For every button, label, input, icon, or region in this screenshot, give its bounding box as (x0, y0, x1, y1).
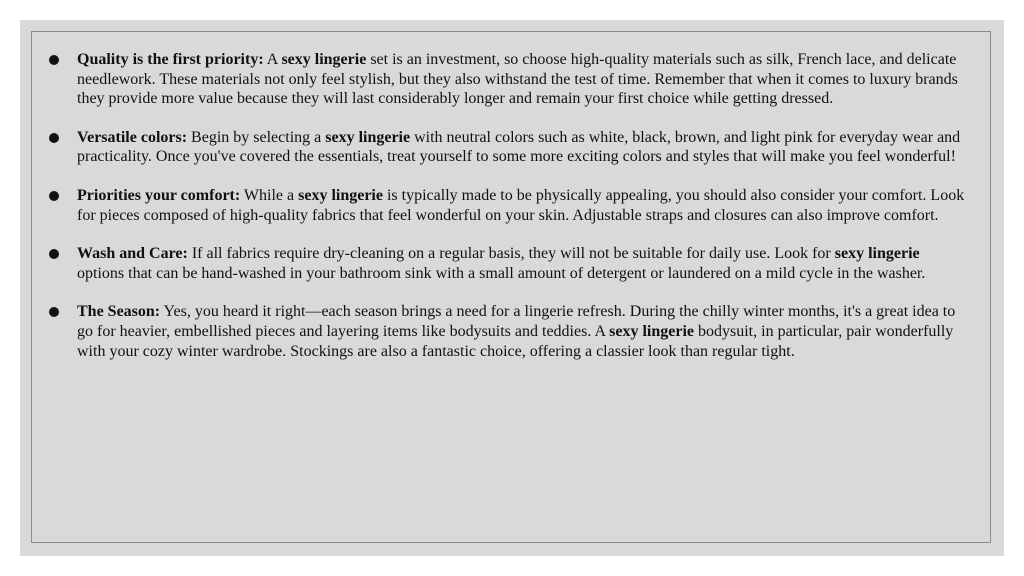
bullet-item (77, 186, 967, 225)
bullet-text: If all fabrics require dry-cleaning on a regular basis, they will not be suitable for daily use. Look for (187, 245, 835, 263)
keyword-emphasis: sexy lingerie (281, 51, 367, 68)
bullet-heading: Priorities your comfort: (77, 186, 241, 204)
keyword-emphasis: sexy lingerie (834, 245, 920, 263)
bullet-heading: Wash and Care: (77, 245, 188, 263)
bullet-list (77, 50, 967, 380)
bullet-heading: Versatile colors: (77, 128, 188, 146)
bullet-text: is typically made to be physically appealing, you should also consider your comfort. Look for pieces composed of high-quality fabrics that feel wonderful on your skin. Adjustable straps and closures can also improve comfort. (77, 186, 965, 224)
slide (20, 20, 1004, 556)
bullet-text: A (263, 51, 282, 68)
keyword-emphasis: sexy lingerie (298, 186, 383, 204)
bullet-text: While a (240, 186, 299, 204)
bullet-heading: The Season: (77, 303, 161, 321)
bullet-text: Yes, you heard it right—each season brings a need for a lingerie refresh. During the chilly winter months, it's a great idea to go for heavier, embellished pieces and layering items like bodysuits and teddies. A (77, 303, 956, 340)
bullet-dot-icon (49, 191, 59, 201)
bullet-dot-icon (49, 55, 59, 65)
bullet-text: options that can be hand-washed in your bathroom sink with a small amount of detergent or laundered on a mild cycle in the washer. (77, 264, 926, 282)
bullet-item (77, 50, 967, 109)
bullet-text: set is an investment, so choose high-quality materials such as silk, French lace, and delicate needlework. These materials not only feel stylish, but they also withstand the test of time. Remember that when it comes to luxury brands they provide more value because they will last considerably longer and remain your first choice while getting dressed. (77, 51, 958, 108)
bullet-dot-icon (49, 133, 59, 143)
bullet-item (77, 128, 967, 167)
bullet-text: with neutral colors such as white, black, brown, and light pink for everyday wear and practicality. Once you've covered the essentials, treat yourself to some more exciting colors and styles that will make you feel wonderful! (77, 128, 961, 166)
keyword-emphasis: sexy lingerie (609, 322, 694, 340)
keyword-emphasis: sexy lingerie (325, 128, 411, 146)
bullet-text: bodysuit, in particular, pair wonderfully with your cozy winter wardrobe. Stockings are also a fantastic choice, offering a classier look than regular tight. (77, 322, 954, 360)
bullet-text: Begin by selecting a (187, 128, 326, 146)
bullet-item (77, 244, 967, 283)
bullet-item (77, 302, 967, 361)
bullet-heading: Quality is the first priority: (77, 51, 264, 68)
